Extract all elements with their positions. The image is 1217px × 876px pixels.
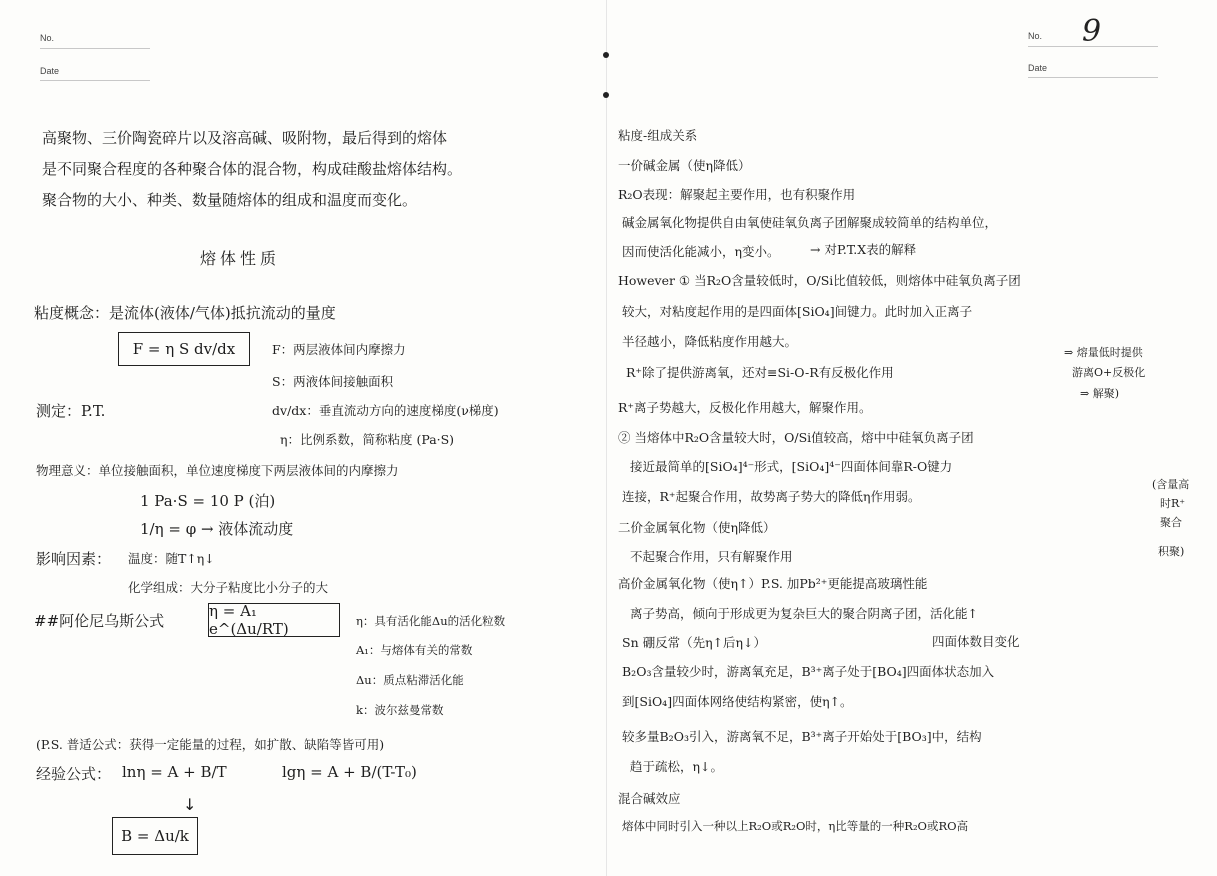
formula-F: F = η S dv/dx (132, 340, 236, 358)
factors-label: 影响因素： (36, 550, 112, 568)
empirical-label: 经验公式： (36, 765, 112, 783)
date-label: Date (40, 66, 60, 76)
side-note-4: (含量高 (1152, 478, 1190, 491)
measure-label: 测定：P.T. (36, 402, 106, 420)
B-formula: B = Δu/k (121, 827, 189, 845)
arrhenius-label: ##阿伦尼乌斯公式 (34, 612, 165, 630)
def-S: S：两液体间接触面积 (272, 374, 394, 389)
section-title: 熔体性质 (200, 249, 281, 268)
fluidity-definition: 1/η = φ → 液体流动度 (140, 520, 294, 538)
ps-note: (P.S. 普适公式：获得一定能量的过程，如扩散、缺陷等皆可用) (36, 737, 385, 752)
def-dvdx: dv/dx：垂直流动方向的速度梯度(ν梯度) (272, 403, 499, 418)
right-line-8: 半径越小，降低粘度作用越大。 (622, 334, 798, 349)
right-line-16: 高价金属氧化物（使η↑）P.S. 加Pb²⁺更能提高玻璃性能 (618, 576, 928, 591)
no-label: No. (40, 33, 55, 43)
date-underline (1028, 77, 1158, 78)
right-line-21: 较多量B₂O₃引入，游离氧不足，B³⁺离子开始处于[BO₃]中，结构 (622, 729, 982, 744)
intro-line-2: 是不同聚合程度的各种聚合体的混合物，构成硅酸盐熔体结构。 (42, 160, 463, 178)
physical-meaning: 物理意义：单位接触面积，单位速度梯度下两层液体间的内摩擦力 (36, 463, 399, 478)
page-fold (606, 0, 607, 876)
left-notebook-page (0, 0, 604, 876)
side-note-2: 游离O+反极化 (1072, 366, 1146, 379)
unit-equation: 1 Pa·S = 10 P (泊) (140, 492, 276, 510)
def-eta: η：比例系数，简称粘度 (Pa·S) (280, 432, 455, 447)
right-line-22: 趋于疏松，η↓。 (630, 759, 723, 774)
def-A1: A₁：与熔体有关的常数 (356, 643, 473, 657)
binder-hole (603, 92, 609, 98)
right-line-19: B₂O₃含量较少时，游离氧充足，B³⁺离子处于[BO₄]四面体状态加入 (622, 664, 995, 679)
right-line-14: 二价金属氧化物（使η降低） (618, 520, 776, 535)
right-line-1: 粘度-组成关系 (618, 128, 698, 143)
right-line-6: However ① 当R₂O含量较低时，O/Si比值较低，则熔体中硅氧负离子团 (618, 273, 1021, 288)
right-line-11: ② 当熔体中R₂O含量较大时，O/Si值较高，熔中中硅氧负离子团 (618, 430, 974, 445)
empirical-formula-2: lgη = A + B/(T-T₀) (282, 763, 417, 781)
def-n: η：具有活化能Δu的活化粒数 (356, 614, 506, 628)
right-line-17: 离子势高，倾向于形成更为复杂巨大的聚合阴离子团，活化能↑ (630, 606, 978, 621)
right-line-3: R₂O表现：解聚起主要作用，也有积聚作用 (618, 187, 856, 202)
side-note-5: 时R⁺ (1160, 497, 1186, 510)
date-label: Date (1028, 63, 1048, 73)
def-k: k：波尔兹曼常数 (356, 703, 444, 717)
date-underline (40, 80, 150, 81)
empirical-formula-1: lnη = A + B/T (122, 763, 227, 781)
viscosity-definition: 粘度概念：是流体(液体/气体)抵抗流动的量度 (34, 304, 336, 322)
factor-temperature: 温度：随T↑η↓ (128, 551, 215, 566)
right-line-20: 到[SiO₄]四面体网络使结构紧密，使η↑。 (622, 694, 853, 709)
arrhenius-formula: η = A₁ e^(Δu/RT) (209, 602, 289, 638)
right-line-2: 一价碱金属（使η降低） (618, 158, 751, 173)
no-underline (40, 48, 150, 49)
binder-hole (603, 52, 609, 58)
right-line-12: 接近最简单的[SiO₄]⁴⁻形式，[SiO₄]⁴⁻四面体间靠R-O键力 (630, 459, 953, 474)
side-note-3: ⇒ 解聚) (1080, 387, 1120, 400)
B-formula-box (112, 817, 198, 855)
def-du: Δu：质点粘滞活化能 (356, 673, 464, 687)
right-line-23: 混合碱效应 (618, 791, 681, 806)
down-arrow-icon: ↓ (183, 795, 197, 814)
no-label: No. (1028, 31, 1043, 41)
right-line-24: 熔体中同时引入一种以上R₂O或R₂O时，η比等量的一种R₂O或RO高 (622, 819, 969, 833)
right-line-7: 较大，对粘度起作用的是四面体[SiO₄]间键力。此时加入正离子 (622, 304, 973, 319)
right-line-4: 碱金属氧化物提供自由氧使硅氧负离子团解聚成较简单的结构单位， (622, 215, 998, 230)
factor-composition: 化学组成：大分子粘度比小分子的大 (128, 580, 329, 595)
structure-note: 四面体数目变化 (932, 634, 1020, 649)
right-notebook-page (612, 0, 1217, 876)
ptx-note: → 对P.T.X表的解释 (810, 242, 917, 257)
side-note-1: ⇒ 熔量低时提供 (1064, 346, 1143, 359)
def-F: F：两层液体间内摩擦力 (272, 342, 406, 357)
side-note-7: 积聚) (1158, 545, 1185, 558)
right-line-13: 连接，R⁺起聚合作用，故势离子势大的降低η作用弱。 (622, 489, 921, 504)
right-line-9: R⁺除了提供游离氧，还对≡Si-O-R有反极化作用 (626, 365, 894, 380)
arrhenius-formula-box (208, 603, 340, 637)
right-line-5: 因而使活化能减小，η变小。 (622, 244, 780, 259)
intro-line-3: 聚合物的大小、种类、数量随熔体的组成和温度而变化。 (42, 191, 418, 209)
side-note-6: 聚合 (1160, 516, 1182, 529)
formula-F-box (118, 332, 250, 366)
right-line-10: R⁺离子势越大，反极化作用越大，解聚作用。 (618, 400, 872, 415)
intro-line-1: 高聚物、三价陶瓷碎片以及溶高碱、吸附物，最后得到的熔体 (42, 129, 448, 147)
page-number: 9 (1082, 14, 1102, 49)
right-line-15: 不起聚合作用，只有解聚作用 (630, 549, 793, 564)
right-line-18: Sn 硼反常（先η↑后η↓） (622, 635, 767, 650)
